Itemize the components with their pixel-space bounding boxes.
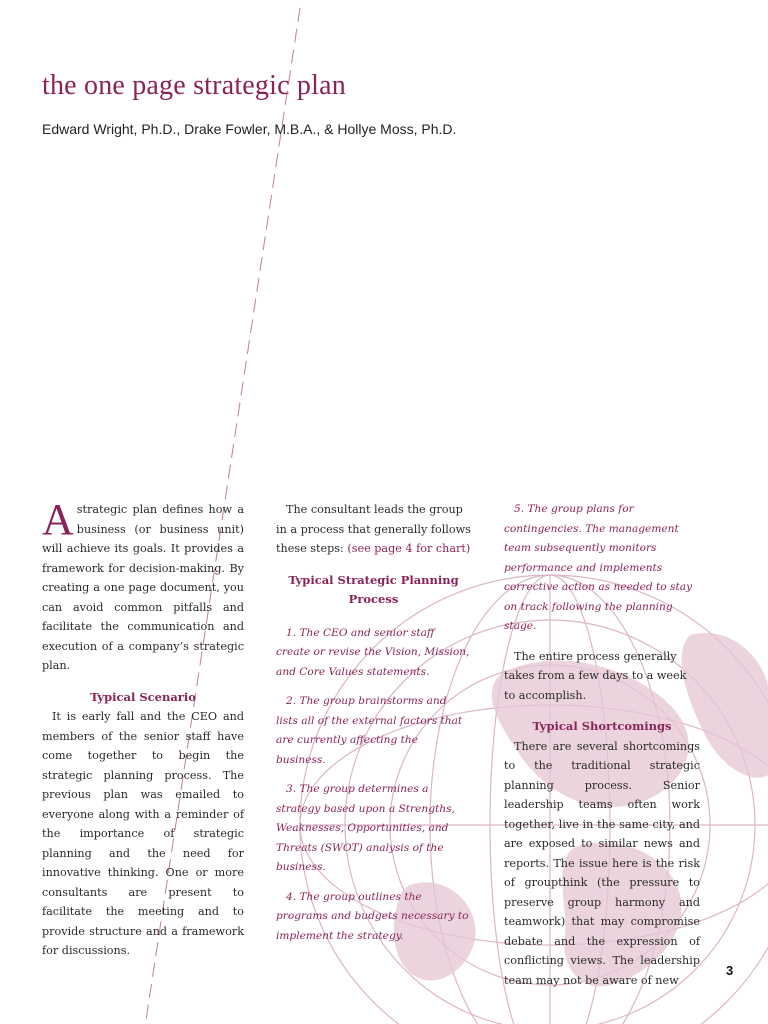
chart-reference: (see page 4 for chart): [347, 542, 471, 555]
shortcomings-paragraph: There are several shortcomings to the traditional strategic planning process. Senior leadership teams often work together, live in the same city, and are exposed to similar news and reports. The issue here is the risk of groupthink (the pressure to preserve group harmony and teamwork) that may compromise debate and the expression of conflicting views. The leadership team may not be aware of new: [504, 739, 700, 987]
shortcomings-heading: Typical Shortcomings: [532, 719, 672, 733]
page-number: 3: [726, 963, 734, 978]
process-intro-text: The consultant leads the group in a process that generally follows these steps:: [276, 503, 471, 555]
process-intro: [276, 500, 471, 559]
document-title: the one page strategic plan: [42, 70, 346, 101]
intro-paragraph: [42, 495, 244, 676]
process-step: 3. The group determines a strategy based upon a Strengths, Weaknesses, Opportunities, and Threats (SWOT) analysis of the business.: [276, 783, 455, 873]
column-1: [42, 495, 244, 961]
process-step: 1. The CEO and senior staff create or revise the Vision, Mission, and Core Values statements.: [276, 626, 470, 678]
process-heading: Typical Strategic Planning Process: [288, 572, 459, 606]
authors-line: Edward Wright, Ph.D., Drake Fowler, M.B.A., & Hollye Moss, Ph.D.: [42, 121, 457, 137]
scenario-heading: Typical Scenario: [90, 689, 196, 704]
process-step: 2. The group brainstorms and lists all of the external factors that are currently affecting the business.: [276, 695, 463, 766]
process-step: 4. The group outlines the programs and budgets necessary to implement the strategy.: [276, 890, 469, 942]
column-3: [504, 500, 700, 990]
scenario-paragraph: It is early fall and the CEO and members of the senior staff have come together to begin the strategic planning process. The previous plan was emailed to everyone along with a reminder of the importance of strategic planning and the need for innovative thinking. One or more consultants are present to facilitate the meeting and to provide structure and a framework for discussions.: [42, 710, 244, 957]
process-step-5: 5. The group plans for contingencies. The management team subsequently monitors performance and implements corrective action as needed to stay on track following the planning stage.: [504, 503, 693, 632]
intro-text: strategic plan defines how a business (or business unit) will achieve its goals. It provides a framework for decision-making. By creating a one page document, you can avoid common pitfalls and facilitate the communication and execution of a company’s strategic plan.: [42, 503, 244, 672]
duration-paragraph: The entire process generally takes from a few days to a week to accomplish.: [504, 649, 687, 702]
drop-cap: A: [42, 495, 74, 544]
column-2: [276, 500, 471, 956]
